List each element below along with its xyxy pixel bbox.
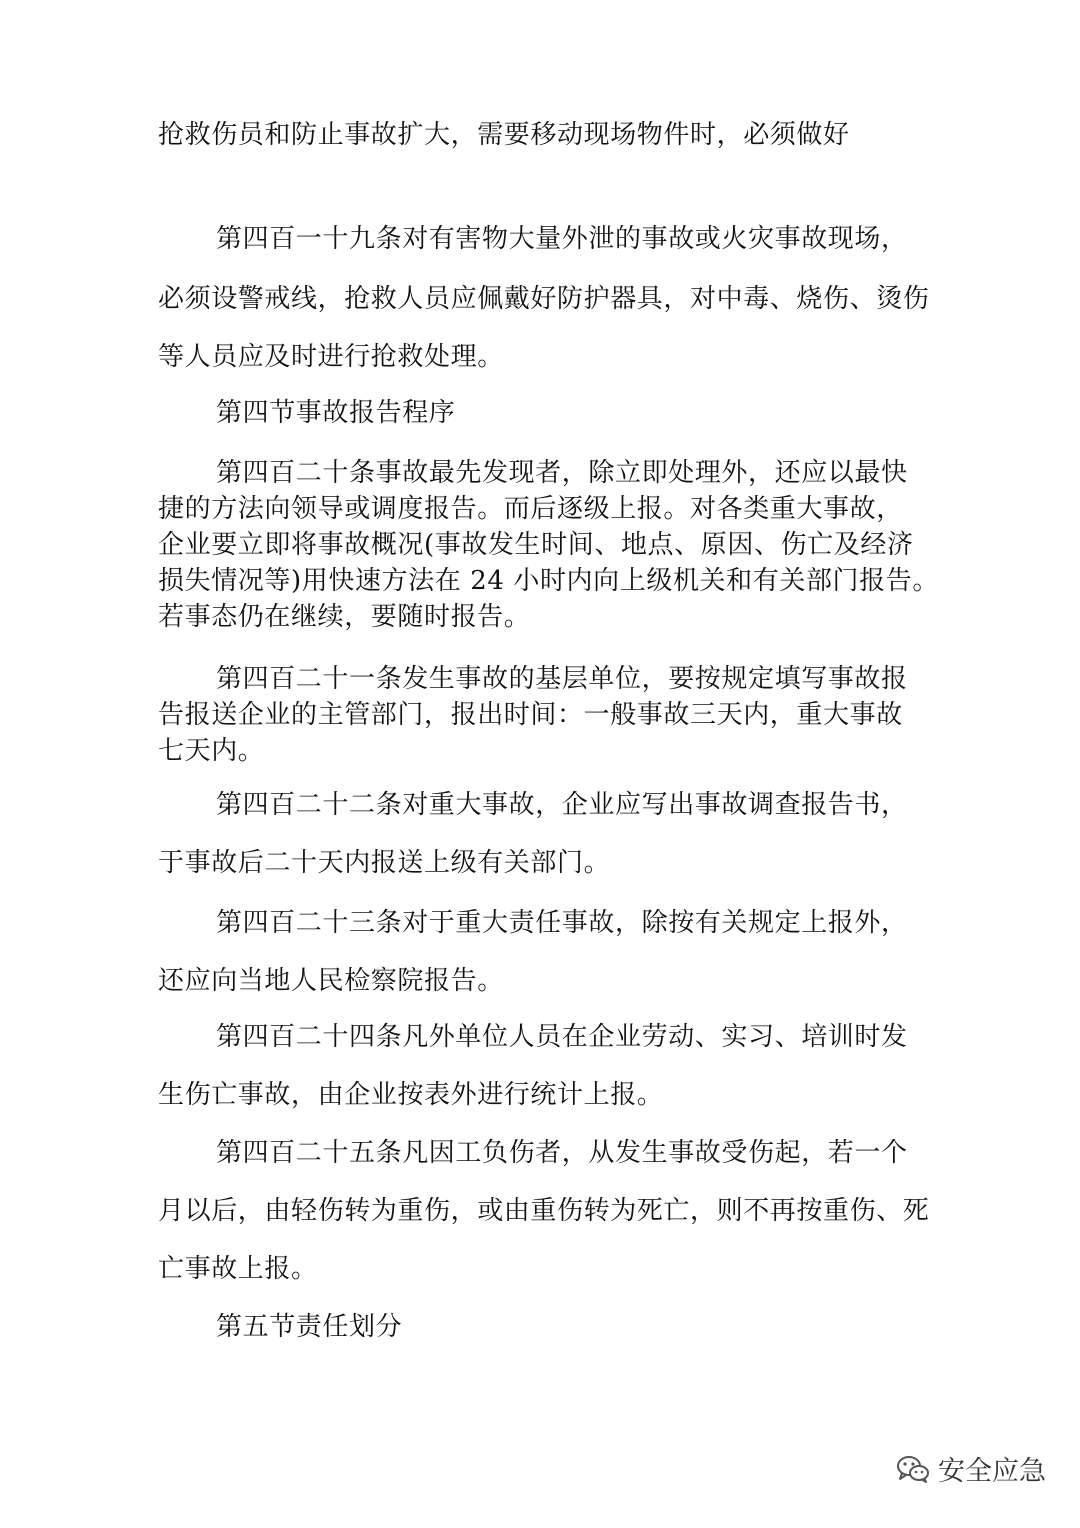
- text-line: 等人员应及时进行抢救处理。: [158, 342, 504, 372]
- section-heading: 第五节责任划分: [216, 1312, 403, 1342]
- watermark: [896, 1449, 1046, 1488]
- text-line: 第四百二十条事故最先发现者，除立即处理外，还应以最快: [216, 458, 908, 488]
- text-line: 捷的方法向领导或调度报告。而后逐级上报。对各类重大事故，: [158, 494, 903, 524]
- text-line: 第四百二十二条对重大事故，企业应写出事故调查报告书，: [216, 790, 908, 820]
- text-line: 企业要立即将事故概况(事故发生时间、地点、原因、伤亡及经济: [158, 530, 914, 560]
- text-line: 月以后，由轻伤转为重伤，或由重伤转为死亡，则不再按重伤、死: [158, 1196, 930, 1226]
- text-line: 损失情况等)用快速方法在 24 小时内向上级机关和有关部门报告。: [158, 566, 939, 596]
- text-line: 第四百二十四条凡外单位人员在企业劳动、实习、培训时发: [216, 1022, 908, 1052]
- text-line: 必须设警戒线，抢救人员应佩戴好防护器具，对中毒、烧伤、烫伤: [158, 284, 930, 314]
- section-heading: 第四节事故报告程序: [216, 398, 456, 428]
- text-line: 第四百二十一条发生事故的基层单位，要按规定填写事故报: [216, 664, 908, 694]
- text-line: 还应向当地人民检察院报告。: [158, 966, 504, 996]
- text-line: 生伤亡事故，由企业按表外进行统计上报。: [158, 1080, 664, 1110]
- text-line: 亡事故上报。: [158, 1254, 318, 1284]
- wechat-icon: [896, 1454, 930, 1484]
- text-line: 若事态仍在继续，要随时报告。: [158, 602, 531, 632]
- text-line: 于事故后二十天内报送上级有关部门。: [158, 848, 611, 878]
- text-line: 七天内。: [158, 736, 265, 766]
- text-line: 第四百二十三条对于重大责任事故，除按有关规定上报外，: [216, 908, 908, 938]
- text-line: 第四百二十五条凡因工负伤者，从发生事故受伤起，若一个: [216, 1138, 908, 1168]
- text-line: 第四百一十九条对有害物大量外泄的事故或火灾事故现场，: [216, 224, 908, 254]
- watermark-text: 安全应急: [938, 1456, 1046, 1487]
- text-line: 告报送企业的主管部门，报出时间：一般事故三天内，重大事故: [158, 700, 903, 730]
- text-line: 抢救伤员和防止事故扩大，需要移动现场物件时，必须做好: [158, 120, 850, 150]
